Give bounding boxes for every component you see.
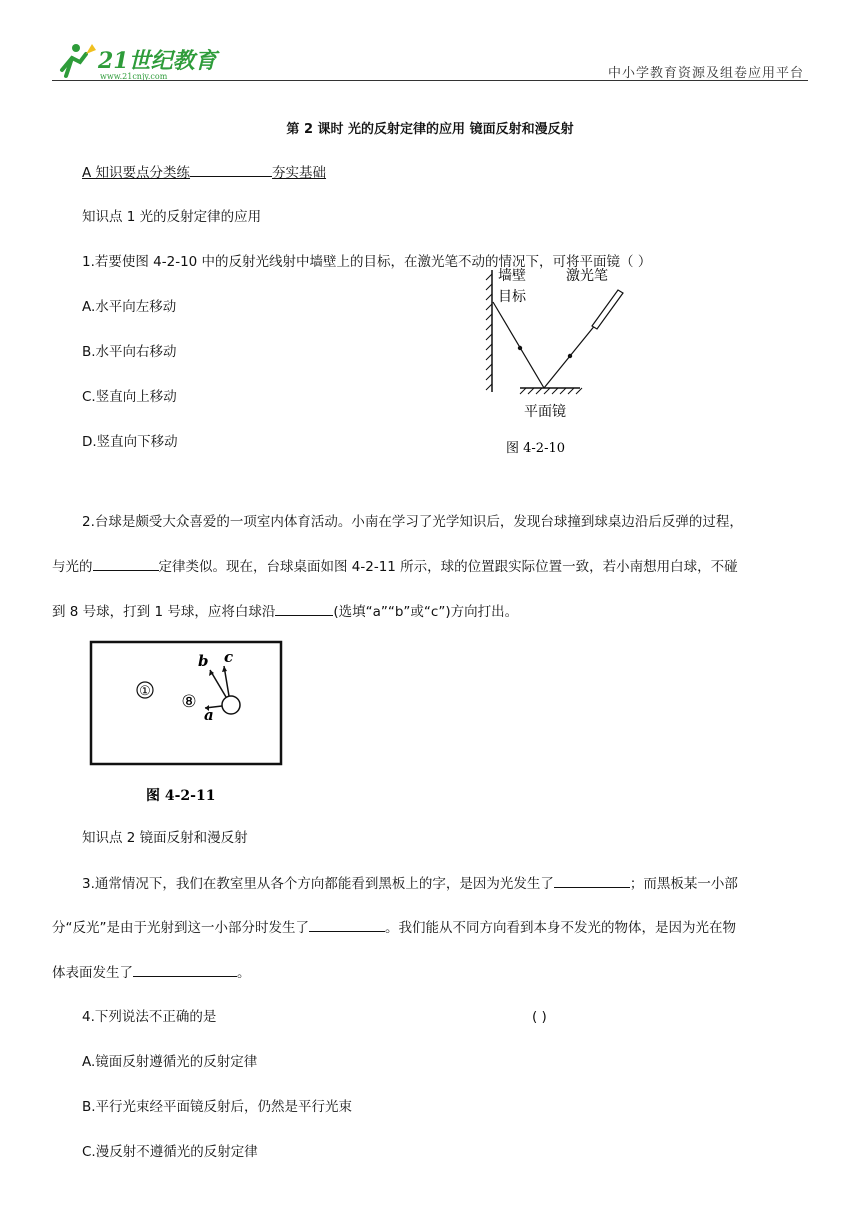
figure-4-2-11	[88, 638, 288, 810]
caption-4-2-11: 图 4-2-11	[146, 788, 216, 804]
page-title: 第 2 课时 光的反射定律的应用 镜面反射和漫反射	[286, 122, 574, 137]
q4-stem: 4.下列说法不正确的是	[82, 1009, 217, 1025]
q1-option-a: A.水平向左移动	[82, 299, 177, 315]
q3-blank-1	[554, 873, 630, 888]
section-a-tail: 夯实基础	[272, 165, 327, 181]
ball-1-label: ①	[139, 684, 151, 699]
q4-option-c: C.漫反射不遵循光的反射定律	[82, 1144, 258, 1160]
knowledge-point-1: 知识点 1 光的反射定律的应用	[82, 209, 262, 225]
ray-arrow-2	[518, 346, 522, 350]
white-ball	[222, 696, 240, 714]
q4-option-b: B.平行光束经平面镜反射后，仍然是平行光束	[82, 1099, 353, 1115]
ray-arrow-1	[568, 354, 572, 358]
label-c: c	[224, 648, 234, 666]
q1-option-d: D.竖直向下移动	[82, 434, 178, 450]
q1-stem: 1.若要使图 4-2-10 中的反射光线射中墙壁上的目标，在激光笔不动的情况下，可将平面镜（ ）	[82, 254, 652, 270]
q3-blank-3	[133, 962, 237, 977]
mirror	[520, 388, 582, 394]
reflected-ray	[493, 302, 544, 388]
section-a	[82, 162, 326, 183]
q2-line-3	[52, 601, 518, 622]
q3-line-1a: 3.通常情况下，我们在教室里从各个方向都能看到黑板上的字，是因为光发生了	[82, 876, 554, 892]
q2-line-2	[52, 556, 738, 577]
label-mirror: 平面镜	[524, 404, 566, 420]
q2-line-1: 2.台球是颇受大众喜爱的一项室内体育活动。小南在学习了光学知识后，发现台球撞到球桌边沿后反弹的过程，	[82, 514, 743, 530]
label-target: 目标	[498, 289, 526, 305]
label-b: b	[198, 652, 209, 670]
knowledge-point-2: 知识点 2 镜面反射和漫反射	[82, 830, 248, 846]
section-a-label: A 知识要点分类练	[82, 165, 191, 181]
q2-line-2b: 定律类似。现在，台球桌面如图 4-2-11 所示，球的位置跟实际位置一致，若小南想用白球，不碰	[158, 559, 738, 575]
q2-blank-1	[93, 556, 159, 571]
q3-line-1b: ；而黑板某一小部	[629, 876, 738, 892]
caption-4-2-10: 图 4-2-10	[506, 441, 566, 456]
label-wall: 墙壁	[498, 268, 526, 284]
runner-icon	[62, 44, 96, 76]
figure-4-2-10	[478, 266, 648, 462]
q1-option-c: C.竖直向上移动	[82, 389, 177, 405]
q3-line-2b: 。我们能从不同方向看到本身不发光的物体，是因为光在物	[385, 920, 736, 936]
logo-url: www.21cnjy.com	[100, 72, 168, 81]
laser-pen	[592, 290, 623, 329]
label-a: a	[204, 706, 214, 724]
label-laser: 激光笔	[566, 268, 608, 284]
q3-line-1	[82, 873, 738, 894]
q3-line-3a: 体表面发生了	[52, 965, 133, 981]
platform-name: 中小学教育资源及组卷应用平台	[607, 66, 804, 81]
q3-line-2a: 分“反光”是由于光射到这一小部分时发生了	[52, 920, 309, 936]
q4-bracket: ( )	[532, 1009, 547, 1025]
q3-line-3b: 。	[237, 965, 251, 981]
q2-line-2a: 与光的	[52, 559, 93, 575]
logo-text: 21世纪教育	[98, 48, 217, 74]
q1-option-b: B.水平向右移动	[82, 344, 177, 360]
section-a-line	[190, 162, 272, 177]
header-divider	[52, 80, 808, 81]
q2-line-3a: 到 8 号球，打到 1 号球，应将白球沿	[52, 604, 276, 620]
wall	[486, 270, 492, 392]
q3-line-2	[52, 917, 736, 938]
q3-line-3	[52, 962, 251, 983]
q2-line-3b: (选填“a”“b”或“c”)方向打出。	[333, 604, 519, 620]
site-logo	[52, 40, 222, 82]
ball-8-label: ⑧	[181, 692, 197, 712]
q3-blank-2	[309, 917, 385, 932]
q2-blank-2	[275, 601, 333, 616]
q4-option-a: A.镜面反射遵循光的反射定律	[82, 1054, 258, 1070]
